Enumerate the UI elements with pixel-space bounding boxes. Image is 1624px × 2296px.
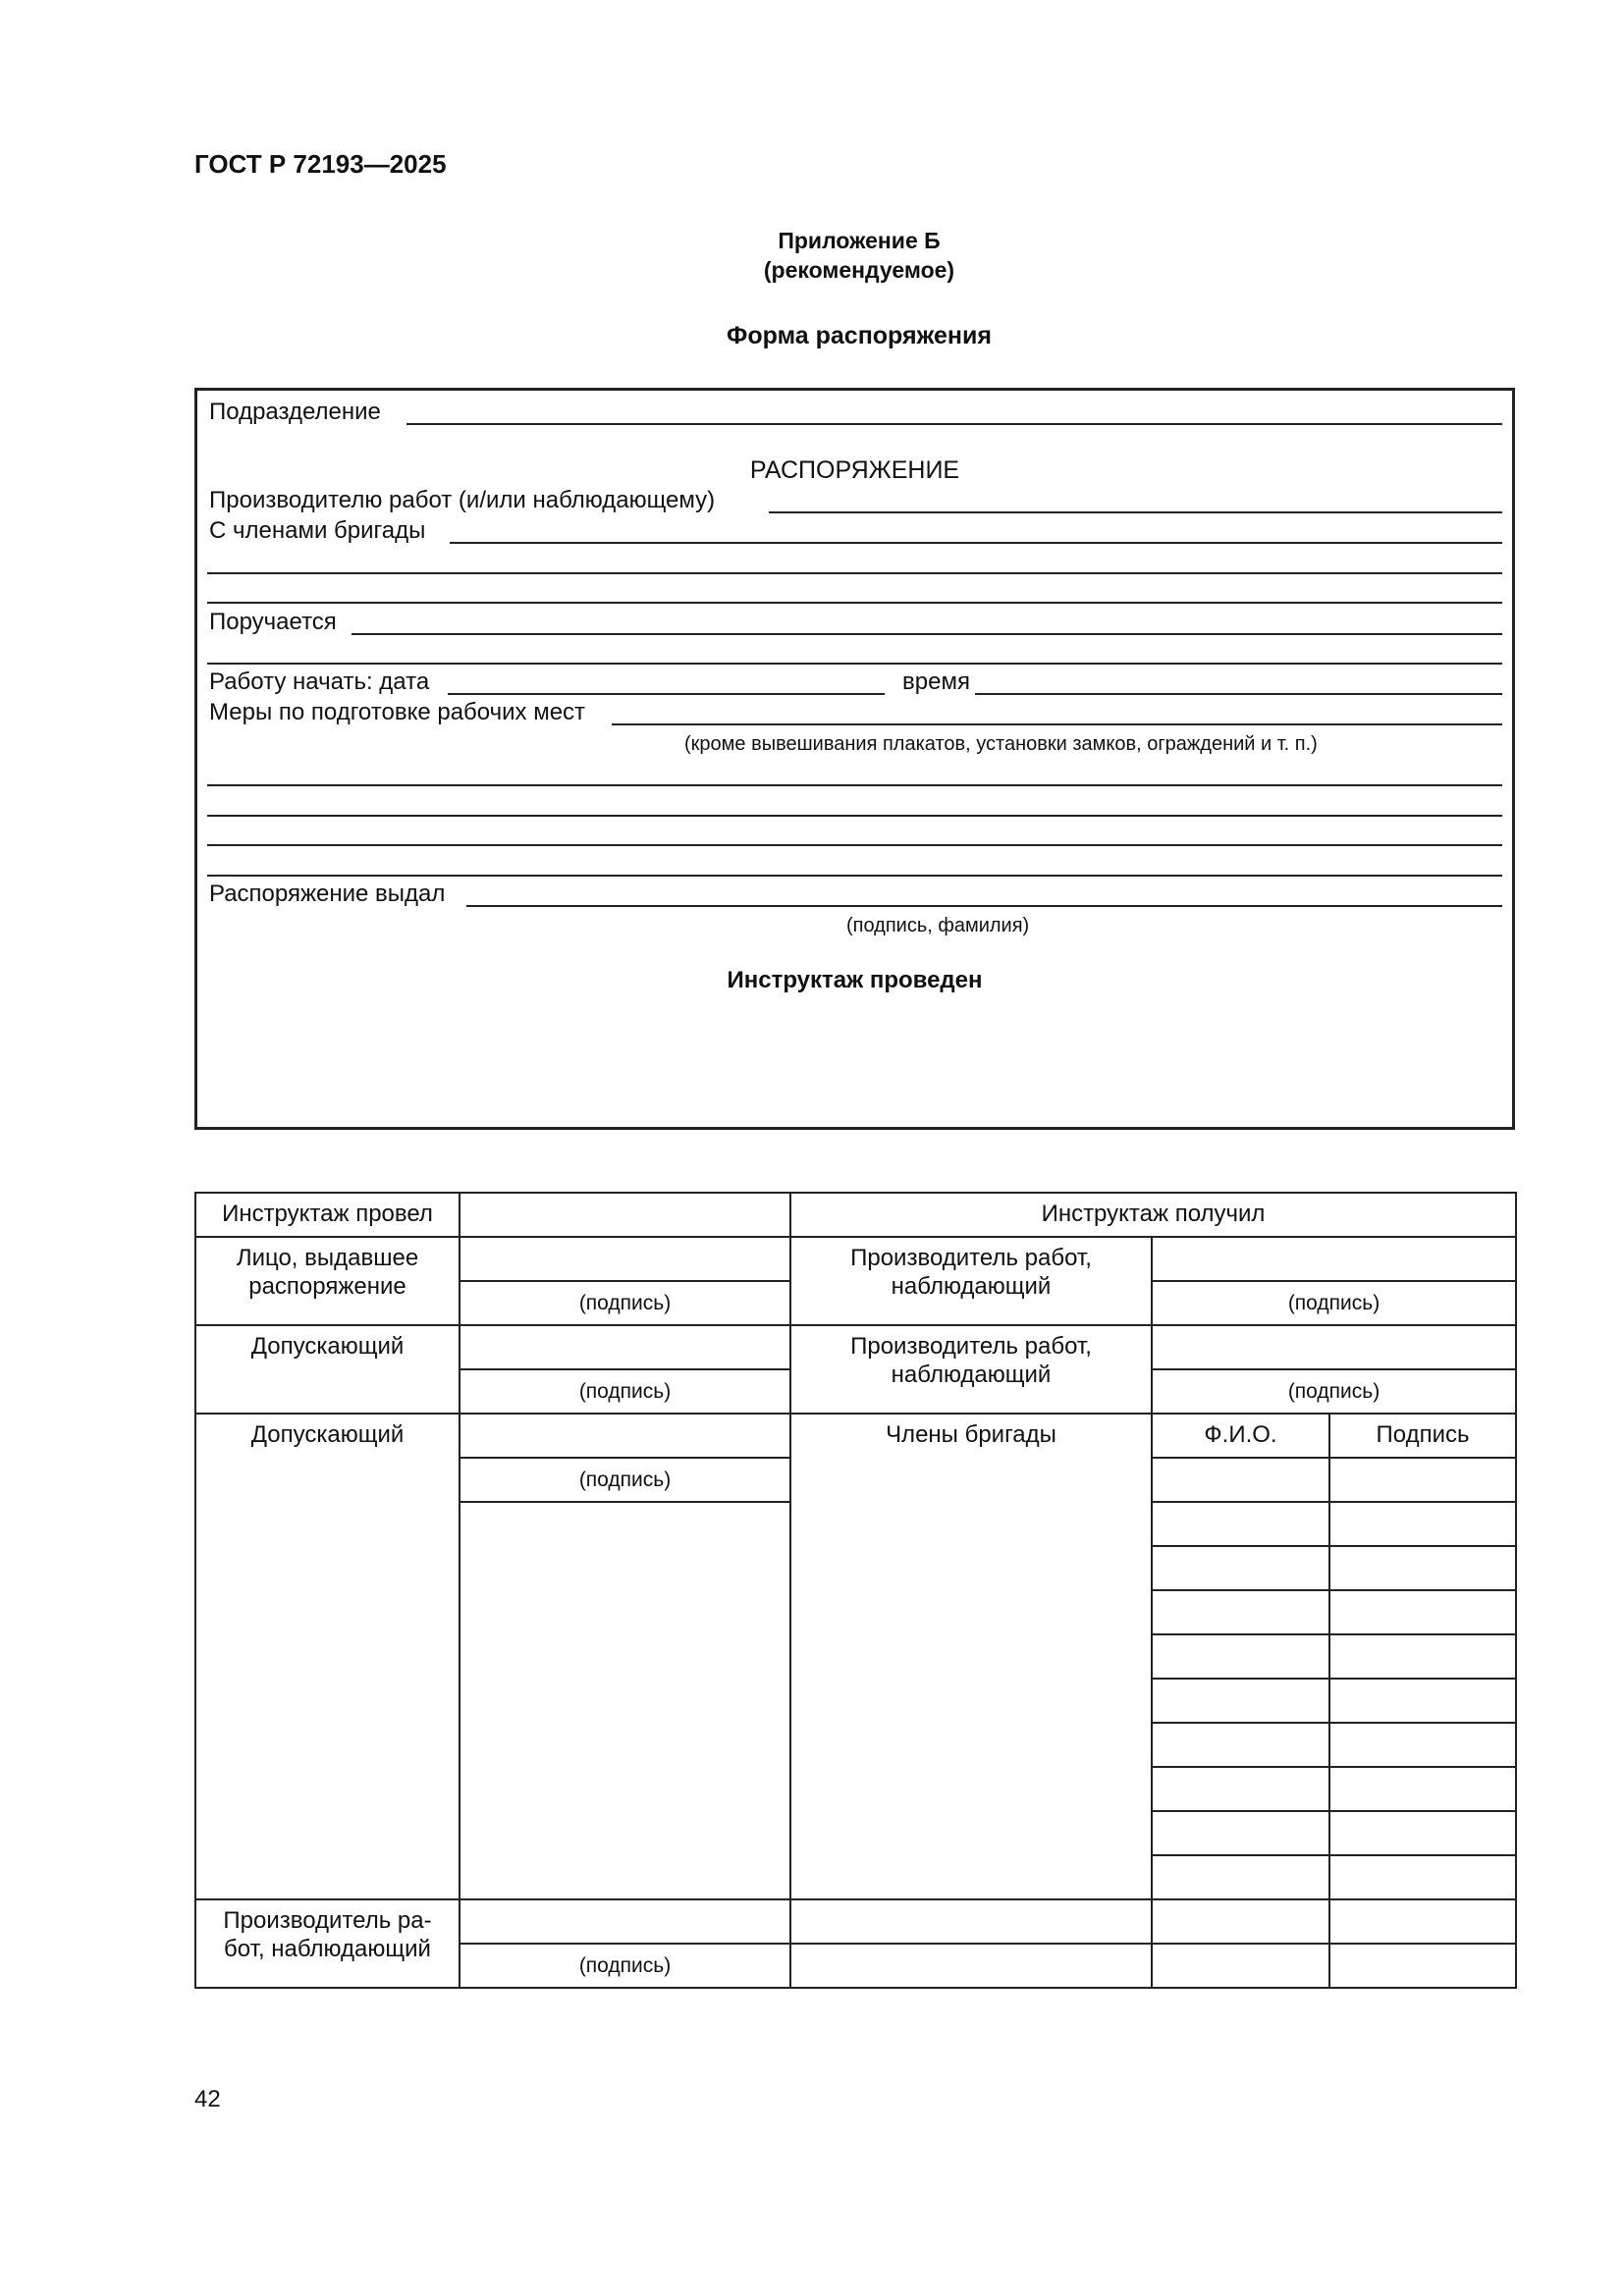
- assigned-label: Поручается: [209, 609, 337, 635]
- measures-field[interactable]: [612, 723, 1502, 725]
- crew-fio-cell[interactable]: [1152, 1767, 1329, 1811]
- start-date-field[interactable]: [448, 693, 885, 695]
- assigned-field[interactable]: [352, 633, 1502, 635]
- crew-field-line-3[interactable]: [207, 602, 1502, 604]
- crew-members-label: Члены бригады: [790, 1414, 1152, 1899]
- crew-signature-cell[interactable]: [1329, 1723, 1516, 1767]
- foreman-bottom-name-cell[interactable]: [460, 1899, 790, 1944]
- division-field[interactable]: [406, 423, 1502, 425]
- signature-header: Подпись: [1329, 1414, 1516, 1458]
- crew-signature-cell[interactable]: [1329, 1502, 1516, 1546]
- issuer-name-cell[interactable]: [460, 1237, 790, 1281]
- foreman-observer-name-cell-1[interactable]: [1152, 1237, 1516, 1281]
- crew-signature-cell[interactable]: [1329, 1458, 1516, 1502]
- foreman-observer-signature-cell-1[interactable]: (подпись): [1152, 1281, 1516, 1325]
- division-label: Подразделение: [209, 399, 381, 425]
- conducted-header: Инструктаж провел: [195, 1193, 460, 1237]
- briefing-heading: Инструктаж проведен: [727, 967, 983, 993]
- time-label: время: [902, 668, 970, 695]
- measures-hint: (кроме вывешивания плакатов, установки замков, ограждений и т. п.): [684, 733, 1318, 755]
- foreman-bottom-fio-cell[interactable]: [1152, 1899, 1329, 1944]
- crew-fio-cell[interactable]: [1152, 1811, 1329, 1855]
- crew-fio-cell[interactable]: [1152, 1458, 1329, 1502]
- measures-field-line-2[interactable]: [207, 784, 1502, 786]
- crew-signature-cell[interactable]: [1329, 1855, 1516, 1899]
- foreman-field[interactable]: [769, 511, 1502, 513]
- briefing-table: [194, 1192, 1517, 1989]
- foreman-bottom-fio-cell-2[interactable]: [1152, 1944, 1329, 1988]
- foreman-bottom-signature-cell-2[interactable]: [1329, 1944, 1516, 1988]
- crew-label: С членами бригады: [209, 517, 426, 544]
- admitter-signature-cell-1[interactable]: (подпись): [460, 1369, 790, 1414]
- start-date-label: Работу начать: дата: [209, 668, 430, 695]
- measures-field-line-4[interactable]: [207, 844, 1502, 846]
- measures-field-line-5[interactable]: [207, 875, 1502, 877]
- foreman-bottom-crew-cell-2[interactable]: [790, 1944, 1152, 1988]
- order-heading: РАСПОРЯЖЕНИЕ: [749, 456, 960, 484]
- order-form: [194, 388, 1515, 1130]
- crew-fio-cell[interactable]: [1152, 1723, 1329, 1767]
- conducted-header-blank: [460, 1193, 790, 1237]
- foreman-bottom-crew-cell[interactable]: [790, 1899, 1152, 1944]
- foreman-observer-label-1: Производитель работ, наблюдающий: [790, 1237, 1152, 1325]
- foreman-label: Производителю работ (и/или наблюдающему): [209, 487, 716, 513]
- admitter-label-1: Допускающий: [195, 1325, 460, 1414]
- annex-title: Приложение Б: [778, 228, 941, 253]
- foreman-observer-name-cell-2[interactable]: [1152, 1325, 1516, 1369]
- foreman-observer-signature-cell-2[interactable]: (подпись): [1152, 1369, 1516, 1414]
- issued-label: Распоряжение выдал: [209, 881, 446, 907]
- measures-label: Меры по подготовке рабочих мест: [209, 699, 586, 725]
- admitter-label-2: Допускающий: [195, 1414, 460, 1899]
- page-number: 42: [194, 2086, 221, 2112]
- crew-fio-cell[interactable]: [1152, 1634, 1329, 1679]
- issuer-signature-cell[interactable]: (подпись): [460, 1281, 790, 1325]
- annex-type: (рекомендуемое): [763, 257, 955, 283]
- foreman-observer-label-2: Производитель работ, наблюдающий: [790, 1325, 1152, 1414]
- crew-signature-cell[interactable]: [1329, 1767, 1516, 1811]
- time-field[interactable]: [975, 693, 1502, 695]
- fio-header: Ф.И.О.: [1152, 1414, 1329, 1458]
- received-header: Инструктаж получил: [790, 1193, 1516, 1237]
- admitter-name-cell-2[interactable]: [460, 1414, 790, 1458]
- crew-fio-cell[interactable]: [1152, 1502, 1329, 1546]
- admitter-blank-area: [460, 1502, 790, 1899]
- form-title: Форма распоряжения: [727, 322, 992, 349]
- issued-field[interactable]: [466, 905, 1502, 907]
- assigned-field-line-2[interactable]: [207, 663, 1502, 665]
- crew-fio-cell[interactable]: [1152, 1855, 1329, 1899]
- crew-field-line-2[interactable]: [207, 572, 1502, 574]
- admitter-name-cell-1[interactable]: [460, 1325, 790, 1369]
- crew-signature-cell[interactable]: [1329, 1634, 1516, 1679]
- issued-hint: (подпись, фамилия): [846, 915, 1030, 936]
- crew-fio-cell[interactable]: [1152, 1546, 1329, 1590]
- crew-fio-cell[interactable]: [1152, 1590, 1329, 1634]
- admitter-signature-cell-2[interactable]: (подпись): [460, 1458, 790, 1502]
- measures-field-line-3[interactable]: [207, 815, 1502, 817]
- foreman-bottom-signature-hint-cell[interactable]: (подпись): [460, 1944, 790, 1988]
- foreman-bottom-label-line-2: бот, наблюдающий: [224, 1936, 431, 1962]
- issuer-label: Лицо, выдавшее распоряжение: [195, 1237, 460, 1325]
- crew-signature-cell[interactable]: [1329, 1590, 1516, 1634]
- crew-signature-cell[interactable]: [1329, 1546, 1516, 1590]
- crew-fio-cell[interactable]: [1152, 1679, 1329, 1723]
- crew-signature-cell[interactable]: [1329, 1679, 1516, 1723]
- foreman-bottom-signature-cell[interactable]: [1329, 1899, 1516, 1944]
- crew-signature-cell[interactable]: [1329, 1811, 1516, 1855]
- document-code: ГОСТ Р 72193—2025: [194, 149, 447, 179]
- foreman-bottom-label-line-1: Производитель ра-: [223, 1907, 432, 1934]
- crew-field[interactable]: [450, 542, 1502, 544]
- foreman-bottom-label: [195, 1899, 460, 1988]
